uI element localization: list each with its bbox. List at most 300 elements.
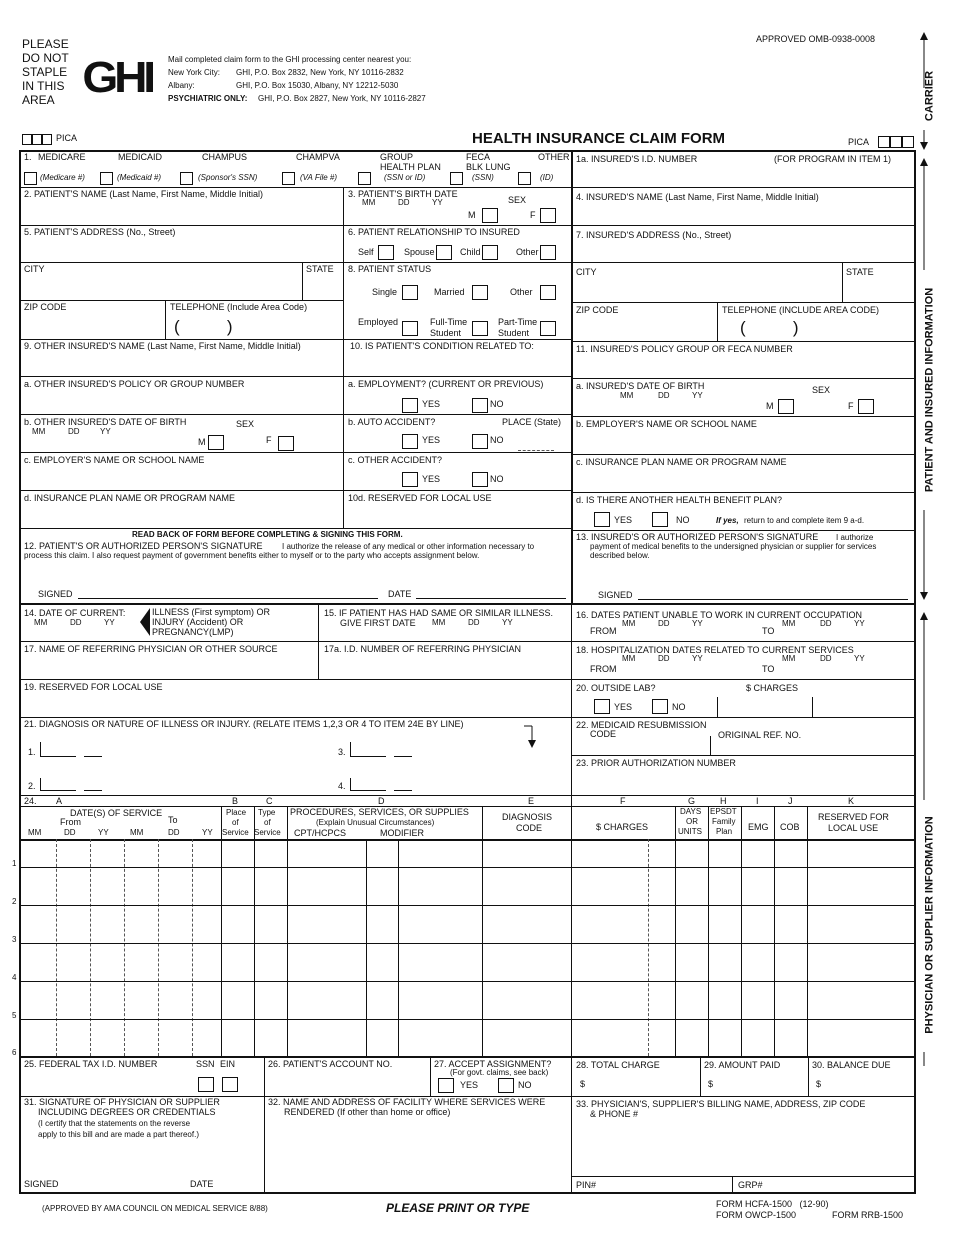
box17-label: 17. NAME OF REFERRING PHYSICIAN OR OTHER SOURCE [24,644,278,654]
divider-section [19,603,916,605]
rule [19,339,572,340]
rule [398,839,399,1056]
rule [812,697,813,717]
albany-label: Albany: [168,81,195,90]
pica-right: PICA [848,137,870,147]
to-label: To [168,815,178,825]
omb-approval: APPROVED OMB-0938-0008 [756,34,876,44]
box19-label: 19. RESERVED FOR LOCAL USE [24,682,163,692]
yy: YY [854,654,865,663]
zip-label-right: ZIP CODE [576,305,619,315]
staple-line: IN THIS [22,79,65,93]
dollar-sign: $ [580,1079,586,1089]
yy: YY [100,427,111,436]
rule [19,187,572,188]
box24-num: 24. [24,796,37,806]
if-yes-instruction: return to and complete item 9 a-d. [744,516,865,525]
m-label: M [766,401,774,411]
box12-text: I authorize the release of any medical or other information necessary to process this claim. I also request payment of government benefits either to myself or to the party who accepts assignment below. [24,542,535,561]
cpt-label: CPT/HCPCS [294,828,347,838]
insured-sex-f-checkbox[interactable] [858,399,874,414]
pica-box[interactable] [42,134,52,145]
rule [19,300,344,301]
other-plan-yes-checkbox[interactable] [594,512,610,527]
ssn-or-id: (SSN or ID) [384,173,426,182]
days-label: OR [686,817,698,826]
no-label: NO [518,1080,532,1090]
other-plan-no-checkbox[interactable] [652,512,668,527]
box27-sub: (For govt. claims, see back) [450,1068,549,1077]
rule [19,839,916,841]
rule [90,839,91,1056]
rule [19,376,572,377]
yy: YY [202,828,213,837]
feca-checkbox[interactable] [450,172,463,185]
rule [350,778,351,790]
col-i: I [756,796,759,806]
frame-left [19,150,21,1193]
diag-code-label: DIAGNOSIS [502,812,553,822]
box9d-label: d. INSURANCE PLAN NAME OR PROGRAM NAME [24,493,236,503]
col-d: D [378,796,385,806]
to-label: TO [762,626,775,636]
box21-label: 21. DIAGNOSIS OR NATURE OF ILLNESS OR INJURY. (RELATE ITEMS 1,2,3 OR 4 TO ITEM 24E BY LINE) [24,719,464,729]
other-acc-yes-checkbox[interactable] [402,472,418,487]
rule [571,225,916,226]
mm: MM [28,828,42,837]
rule [717,302,718,341]
box31-l2: INCLUDING DEGREES OR CREDENTIALS [38,1107,216,1117]
rule [571,416,916,417]
box9b-label: b. OTHER INSURED'S DATE OF BIRTH [24,417,187,427]
rule [19,262,572,263]
staple-line: DO NOT [22,51,69,65]
rule [19,490,572,491]
rule [19,528,572,529]
box26-label: 26. PATIENT'S ACCOUNT NO. [268,1059,393,1069]
outside-lab-yes-checkbox[interactable] [594,699,610,714]
rule [350,742,351,756]
box1a-label: 1a. INSURED'S I.D. NUMBER [576,154,698,164]
yy: YY [692,391,703,400]
charges-label: $ CHARGES [596,822,649,832]
yy: YY [502,618,513,627]
col-g: G [688,796,696,806]
pica-box[interactable] [902,136,914,148]
auto-no-checkbox[interactable] [472,434,488,449]
medicare-checkbox[interactable] [24,172,37,185]
rule [717,697,718,717]
yes-label: YES [422,399,441,409]
pica-box[interactable] [890,136,902,148]
champus-label: CHAMPUS [202,152,248,162]
va-file: (VA File #) [300,173,338,182]
type-of-service: Service [254,828,281,837]
rule [648,839,649,1056]
dd: DD [658,391,670,400]
to-label: TO [762,664,775,674]
box31-l3: (I certify that the statements on the reverse [38,1119,191,1128]
sex-label: SEX [236,419,255,429]
m-label: M [198,437,206,447]
box12-label: 12. PATIENT'S OR AUTHORIZED PERSON'S SIGNATURE [24,541,263,551]
employment-yes-checkbox[interactable] [402,398,418,413]
sponsor-ssn: (Sponsor's SSN) [198,173,258,182]
dd: DD [70,618,82,627]
medicaid-checkbox[interactable] [100,172,113,185]
outside-lab-no-checkbox[interactable] [652,699,668,714]
rule [19,414,572,415]
zip-label: ZIP CODE [24,302,67,312]
champus-checkbox[interactable] [180,172,193,185]
yy: YY [432,198,443,207]
rule [19,795,916,796]
box22-orig: ORIGINAL REF. NO. [718,730,802,740]
place-state-field[interactable] [518,450,554,451]
box1a-note: (FOR PROGRAM IN ITEM 1) [774,154,891,164]
child-checkbox[interactable] [482,245,498,260]
mm: MM [362,198,376,207]
frame-bottom [19,1192,916,1194]
dates-of-service: DATE(S) OF SERVICE [70,808,163,818]
employed-label: Employed [358,317,399,327]
rule [56,839,57,1056]
rule [40,742,41,756]
dollar-sign: $ [708,1079,714,1089]
full-time-checkbox[interactable] [472,321,488,336]
no-label: NO [490,474,504,484]
self-checkbox[interactable] [378,245,394,260]
medicaid-num: (Medicaid #) [117,173,162,182]
place-state-label: PLACE (State) [502,417,562,427]
other-status-checkbox[interactable] [540,285,556,300]
box4-label: 4. INSURED'S NAME (Last Name, First Name, Middle Initial) [576,192,819,202]
accept-yes-checkbox[interactable] [438,1078,454,1093]
rule [124,839,125,1056]
arrow-up-icon [920,612,928,620]
box28-label: 28. TOTAL CHARGE [576,1060,660,1070]
rule [192,839,193,1056]
other-label: OTHER [538,152,570,162]
mm: MM [622,654,636,663]
other-sex-m-checkbox[interactable] [208,435,224,450]
form-title: HEALTH INSURANCE CLAIM FORM [472,130,726,147]
id: (ID) [540,173,554,182]
line-number: 2 [12,897,17,906]
single-checkbox[interactable] [402,285,418,300]
diag-code-label: CODE [516,823,543,833]
pica-box[interactable] [32,134,42,145]
state-label: STATE [306,264,334,274]
rule [430,1056,431,1096]
rule [19,1019,916,1020]
accept-no-checkbox[interactable] [498,1078,514,1093]
box10b-label: b. AUTO ACCIDENT? [348,417,436,427]
diag-3-field[interactable] [350,756,386,757]
box10a-label: a. EMPLOYMENT? (CURRENT OR PREVIOUS) [348,379,544,389]
rule [19,981,916,982]
insured-signature-line[interactable] [638,599,908,600]
type-of-service: of [264,818,271,827]
full-time-label: Full-Time [430,317,468,327]
albany-address: GHI, P.O. Box 15030, Albany, NY 12212-5030 [236,81,399,90]
col-f: F [620,796,626,806]
box9a-label: a. OTHER INSURED'S POLICY OR GROUP NUMBER [24,379,245,389]
signed-label: SIGNED [598,590,633,600]
other-checkbox[interactable] [518,172,531,185]
pica-box[interactable] [878,136,890,148]
mm: MM [432,618,446,627]
dd: DD [168,828,180,837]
rule [40,778,41,790]
sex-label: SEX [508,195,527,205]
box9-label: 9. OTHER INSURED'S NAME (Last Name, First Name, Middle Initial) [24,341,301,351]
dd: DD [658,619,670,628]
rule [366,839,367,1056]
rule [302,262,303,300]
explain-label: (Explain Unusual Circumstances) [316,818,435,827]
epsdt-label: Plan [716,827,733,836]
staple-line: STAPLE [22,65,68,79]
rule [19,679,916,680]
ssn-label: SSN [196,1059,215,1069]
rule [571,187,916,188]
rule [571,492,916,493]
medicare-label: MEDICARE [38,152,86,162]
date-label: DATE [190,1179,214,1189]
cob-label: COB [780,822,800,832]
rule [571,530,916,531]
box25-label: 25. FEDERAL TAX I.D. NUMBER [24,1059,158,1069]
diag-1-field[interactable] [40,756,76,757]
staple-line: PLEASE [22,37,69,51]
epsdt-label: EPSDT [710,807,737,816]
days-label: UNITS [678,827,702,836]
group-checkbox[interactable] [358,172,371,185]
dd: DD [68,427,80,436]
box8-label: 8. PATIENT STATUS [348,264,432,274]
auto-yes-checkbox[interactable] [402,434,418,449]
box13-label: 13. INSURED'S OR AUTHORIZED PERSON'S SIGNATURE [576,532,819,542]
rule [710,736,711,755]
col-c: C [266,796,273,806]
signed-label: SIGNED [38,589,73,599]
medicare-num: (Medicare #) [40,173,85,182]
city-label-right: CITY [576,267,597,277]
box11b-label: b. EMPLOYER'S NAME OR SCHOOL NAME [576,419,757,429]
champva-checkbox[interactable] [282,172,295,185]
ein-label: EIN [220,1059,236,1069]
rule [19,452,572,453]
reserved-label: RESERVED FOR [818,812,889,822]
col-k: K [848,796,855,806]
box6-label: 6. PATIENT RELATIONSHIP TO INSURED [348,227,520,237]
line-number: 6 [12,1048,17,1057]
other-acc-no-checkbox[interactable] [472,472,488,487]
box23-label: 23. PRIOR AUTHORIZATION NUMBER [576,758,736,768]
modifier-label: MODIFIER [380,828,424,838]
dd: DD [468,618,480,627]
rule [19,905,916,906]
state-label-right: STATE [846,267,874,277]
sex-label: SEX [812,385,831,395]
pica-box[interactable] [22,134,32,145]
yes-label: YES [460,1080,479,1090]
yy: YY [98,828,109,837]
line-number: 5 [12,1011,17,1020]
patient-signature-line[interactable] [78,598,378,599]
side-label-carrier: CARRIER [923,70,936,122]
rule [571,755,916,756]
rule [318,604,319,641]
employed-checkbox[interactable] [402,321,418,336]
pregnancy-label: PREGNANCY(LMP) [152,627,234,637]
psych-label: PSYCHIATRIC ONLY: [168,94,248,103]
medicaid-label: MEDICAID [118,152,163,162]
procedures-label: PROCEDURES, SERVICES, OR SUPPLIES [290,807,469,817]
box15-sub: GIVE FIRST DATE [340,618,416,628]
rule [318,641,319,679]
full-time-student: Student [430,328,462,338]
box3-label: 3. PATIENT'S BIRTH DATE [348,189,458,199]
diag-4-suffix[interactable] [394,790,412,791]
no-label: NO [676,515,690,525]
box13-text: I authorize payment of medical benefits to the undersigned physician or supplier for services described below. [590,533,877,561]
box10c-label: c. OTHER ACCIDENT? [348,455,443,465]
line-number: 3 [12,935,17,944]
rule [19,225,572,226]
rule [343,187,344,528]
rule [19,943,916,944]
form-rrb: FORM RRB-1500 [832,1210,904,1220]
box2-label: 2. PATIENT'S NAME (Last Name, First Name, Middle Initial) [24,189,263,199]
dd: DD [398,198,410,207]
rule [158,839,159,1056]
sex-m-checkbox[interactable] [482,208,498,223]
box11-label: 11. INSURED'S POLICY GROUP OR FECA NUMBER [576,344,793,354]
spouse-checkbox[interactable] [436,245,452,260]
box18-label: 18. HOSPITALIZATION DATES RELATED TO CURRENT SERVICES [576,645,854,655]
diag-2-num: 2. [28,781,36,791]
place-of-service: Place [226,808,247,817]
rule [19,641,916,642]
rule [571,1176,916,1177]
from-label: FROM [590,626,617,636]
yy: YY [104,618,115,627]
m-label: M [468,210,476,220]
employment-no-checkbox[interactable] [472,398,488,413]
city-label: CITY [24,264,45,274]
other-rel-label: Other [516,247,539,257]
diag-4-field[interactable] [350,790,386,791]
diag-2-field[interactable] [40,790,76,791]
part-time-student: Student [498,328,530,338]
blk-lung-label: BLK LUNG [466,162,511,172]
side-label-patient: PATIENT AND INSURED INFORMATION [923,287,936,493]
form-owcp: FORM OWCP-1500 [716,1210,797,1220]
line-number: 4 [12,973,17,982]
box31-label: 31. SIGNATURE OF PHYSICIAN OR SUPPLIER [24,1097,220,1107]
mm: MM [622,619,636,628]
box10-label: 10. IS PATIENT'S CONDITION RELATED TO: [350,341,534,351]
married-checkbox[interactable] [472,285,488,300]
telephone-label: TELEPHONE (Include Area Code) [170,302,308,312]
rule [571,454,916,455]
area-code-paren-right: ( ) [740,318,799,337]
ssn-checkbox[interactable] [198,1077,214,1092]
box1-num: 1. [24,152,32,162]
ama-approval: (APPROVED BY AMA COUNCIL ON MEDICAL SERVICE 8/88) [42,1204,268,1213]
ein-checkbox[interactable] [222,1077,238,1092]
arrow-down-icon [920,142,928,150]
arrow-up-icon [920,32,928,40]
mm: MM [782,654,796,663]
dd: DD [820,619,832,628]
box16-label: 16. DATES PATIENT UNABLE TO WORK IN CURRENT OCCUPATION [576,610,863,620]
box9c-label: c. EMPLOYER'S NAME OR SCHOOL NAME [24,455,205,465]
col-a: A [56,796,63,806]
yes-label: YES [422,474,441,484]
box32-label: 32. NAME AND ADDRESS OF FACILITY WHERE SERVICES WERE [268,1097,546,1107]
diag-3-suffix[interactable] [394,756,412,757]
part-time-label: Part-Time [498,317,538,327]
box27-label: 27. ACCEPT ASSIGNMENT? [434,1059,552,1069]
sex-f-checkbox[interactable] [540,208,556,223]
from-label: From [60,817,81,827]
dd: DD [658,654,670,663]
diag-1-suffix[interactable] [84,756,102,757]
f-label: F [530,210,536,220]
diag-1-num: 1. [28,747,36,757]
mail-intro: Mail completed claim form to the GHI processing center nearest you: [168,55,412,64]
rule [571,341,916,342]
box20-label: 20. OUTSIDE LAB? [576,683,656,693]
box32-l2: RENDERED (If other than home or office) [284,1107,451,1117]
part-time-checkbox[interactable] [540,321,556,336]
box31-l4: apply to this bill and are made a part thereof.) [38,1130,199,1139]
reserved-label: LOCAL USE [828,823,879,833]
diag-4-num: 4. [338,781,346,791]
other-rel-checkbox[interactable] [540,245,556,260]
rule [700,1056,701,1096]
type-of-service: Type [258,808,276,817]
box11c-label: c. INSURANCE PLAN NAME OR PROGRAM NAME [576,457,787,467]
rule [165,300,166,339]
f-label: F [848,401,854,411]
rule [264,1056,265,1192]
patient-date-line[interactable] [416,598,566,599]
divider-mid-lower [571,604,572,1192]
insured-sex-m-checkbox[interactable] [778,399,794,414]
col-b: B [232,796,239,806]
other-sex-f-checkbox[interactable] [278,436,294,451]
rule [571,262,916,263]
pica-left: PICA [56,133,78,143]
mm: MM [620,391,634,400]
print-notice: PLEASE PRINT OR TYPE [386,1201,530,1215]
rule [808,1056,809,1096]
diag-2-suffix[interactable] [84,790,102,791]
place-of-service: Service [222,828,249,837]
col-j: J [788,796,793,806]
mm: MM [34,618,48,627]
box15-label: 15. IF PATIENT HAS HAD SAME OR SIMILAR ILLNESS. [324,608,554,618]
col-h: H [720,796,727,806]
if-yes-label: If yes, [716,516,739,525]
place-of-service: of [232,818,239,827]
rule [571,378,916,379]
box29-label: 29. AMOUNT PAID [704,1060,781,1070]
